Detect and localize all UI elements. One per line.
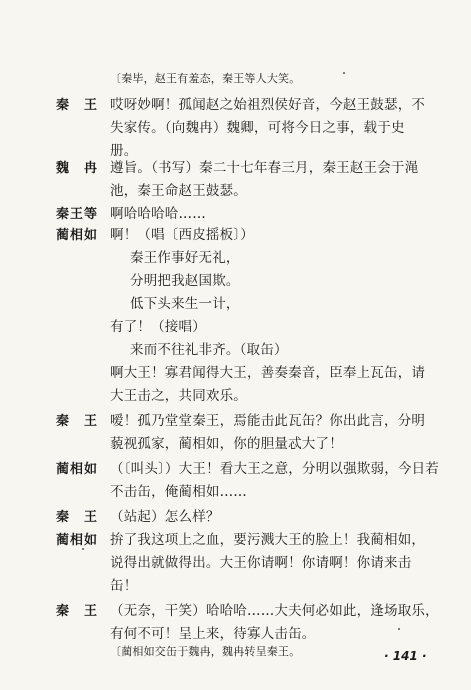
sung-verse: 分明把我赵国欺。 (130, 273, 240, 289)
script-line (0, 503, 471, 527)
print-speck (343, 72, 345, 74)
dialogue-text: 遵旨。（书写）秦二十七年春三月，秦王赵王会于渑 (110, 160, 419, 176)
dialogue-text: 藐视孤家，蔺相如，你的胆量忒大了！ (110, 436, 343, 452)
dialogue-text: 不击缶，俺蔺相如…… (110, 484, 247, 500)
dialogue-text: （〔叫头〕）大王！看大王之意，分明以强欺弱，今日若 (110, 461, 439, 477)
dialogue-text: 啊！（唱〔西皮摇板〕） (110, 227, 254, 243)
speaker-name: 蔺相如 (56, 462, 99, 477)
script-line (0, 430, 471, 454)
stage-direction: 〔秦毕，赵王有羞态，秦王等人大笑。 (110, 72, 301, 85)
sung-verse: 来而不往礼非齐。（取缶） (130, 342, 288, 358)
script-line (0, 244, 471, 268)
script-line (0, 478, 471, 502)
dialogue-text: 啊大王！寡君闻得大王，善奏秦音，臣奉上瓦缶，请 (110, 365, 426, 381)
script-line (0, 68, 471, 92)
speaker-name: 秦 王 (56, 510, 99, 525)
script-line (0, 526, 471, 550)
script-line (0, 221, 471, 245)
speaker-name: 秦 王 (56, 98, 99, 113)
script-line (0, 177, 471, 201)
script-line (0, 382, 471, 406)
print-speck (398, 628, 400, 630)
dialogue-text: （站起）怎么样？ (110, 509, 220, 525)
speaker-name: 秦 王 (56, 414, 99, 429)
dialogue-text: 嗳！孤乃堂堂秦王，焉能击此瓦缶？你出此言，分明 (110, 413, 426, 429)
speaker-name: 蔺相如 (56, 533, 99, 548)
dialogue-text: 说得出就做得出。大王你请啊！你请啊！你请来击 (110, 555, 412, 571)
speaker-name: 秦王等 (56, 207, 99, 222)
dialogue-text: 拚了我这项上之血，要污溅大王的脸上！我蔺相如， (110, 532, 426, 548)
dialogue-text: 册。 (110, 143, 138, 159)
script-line (0, 336, 471, 360)
script-line (0, 91, 471, 115)
script-line (0, 290, 471, 314)
sung-verse: 低下头来生一计， (130, 296, 240, 312)
script-line (0, 549, 471, 573)
script-line (0, 572, 471, 596)
script-line (0, 114, 471, 138)
dialogue-text: （无奈，干笑）哈哈哈……大夫何必如此，逢场取乐， (110, 603, 439, 619)
dialogue-text: 有何不可！呈上来，待寡人击缶。 (110, 626, 316, 642)
script-line (0, 407, 471, 431)
dialogue-text: 哎呀妙啊！孤闻赵之始祖烈侯好音，今赵王鼓瑟，不 (110, 97, 426, 113)
dialogue-text: 失家传。（向魏冉）魏卿，可将今日之事，载于史 (110, 120, 405, 136)
script-line (0, 267, 471, 291)
dialogue-text: 大王击之，共同欢乐。 (110, 388, 247, 404)
script-line (0, 455, 471, 479)
dialogue-text: 啊哈哈哈哈…… (110, 206, 206, 222)
dialogue-text: 池，秦王命赵王鼓瑟。 (110, 183, 247, 199)
dialogue-text: 有了！（接唱） (110, 319, 206, 335)
script-line (0, 154, 471, 178)
script-line (0, 359, 471, 383)
page-number: · 141 · (384, 649, 427, 663)
dialogue-text: 缶！ (110, 578, 138, 594)
print-speck (82, 548, 84, 550)
speaker-name: 蔺相如 (56, 228, 99, 243)
speaker-name: 秦 王 (56, 604, 99, 619)
speaker-name: 魏 冉 (56, 161, 99, 176)
script-line (0, 597, 471, 621)
sung-verse: 秦王作事好无礼， (130, 250, 240, 266)
stage-direction: 〔蔺相如交缶于魏冉，魏冉转呈秦王。 (110, 645, 301, 658)
script-line (0, 313, 471, 337)
